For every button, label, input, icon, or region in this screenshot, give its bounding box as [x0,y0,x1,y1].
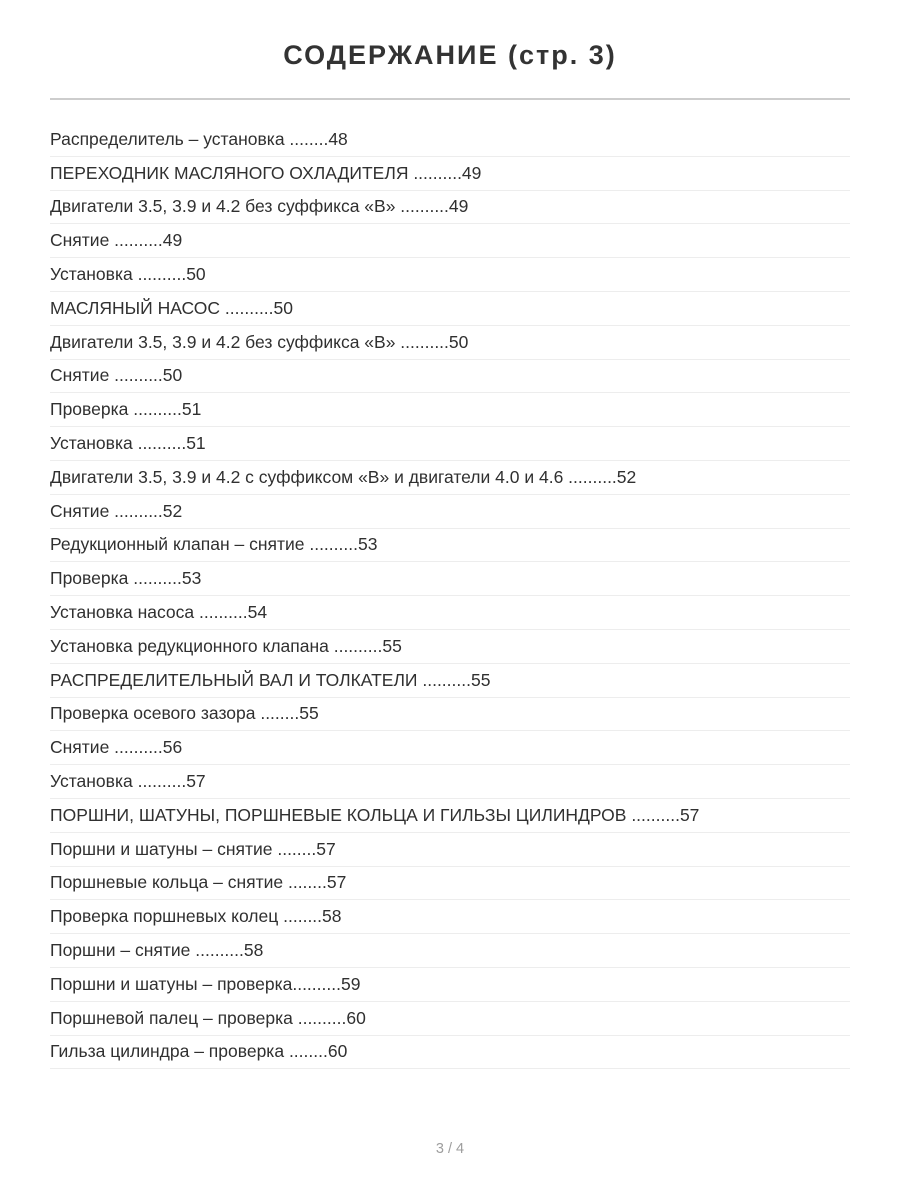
toc-entry[interactable]: Поршни и шатуны – снятие ........57 [50,833,850,867]
toc-entry[interactable]: Установка ..........51 [50,427,850,461]
toc-entry[interactable]: Проверка ..........51 [50,393,850,427]
toc-entry[interactable]: Двигатели 3.5, 3.9 и 4.2 без суффикса «В» ..........49 [50,191,850,225]
toc-entry[interactable]: Проверка ..........53 [50,562,850,596]
toc-entry[interactable]: Гильза цилиндра – проверка ........60 [50,1036,850,1070]
toc-entry[interactable]: ПОРШНИ, ШАТУНЫ, ПОРШНЕВЫЕ КОЛЬЦА И ГИЛЬЗЫ ЦИЛИНДРОВ ..........57 [50,799,850,833]
toc-entry[interactable]: Установка ..........57 [50,765,850,799]
toc-entry[interactable]: Установка редукционного клапана ..........55 [50,630,850,664]
toc-entry[interactable]: МАСЛЯНЫЙ НАСОС ..........50 [50,292,850,326]
page-indicator: 3 / 4 [435,1141,465,1157]
toc-entry[interactable]: Поршни и шатуны – проверка..........59 [50,968,850,1002]
toc-entry[interactable]: Установка насоса ..........54 [50,596,850,630]
toc-entry[interactable]: Поршневой палец – проверка ..........60 [50,1002,850,1036]
toc-entry[interactable]: Редукционный клапан – снятие ..........53 [50,529,850,563]
page-title: СОДЕРЖАНИЕ (стр. 3) [283,40,617,70]
toc-entry[interactable]: Двигатели 3.5, 3.9 и 4.2 без суффикса «В» ..........50 [50,326,850,360]
toc-entry[interactable]: Снятие ..........49 [50,224,850,258]
toc-entry[interactable]: Снятие ..........50 [50,360,850,394]
toc-entry[interactable]: Двигатели 3.5, 3.9 и 4.2 с суффиксом «В» и двигатели 4.0 и 4.6 ..........52 [50,461,850,495]
toc-entry[interactable]: Снятие ..........56 [50,731,850,765]
toc-entry[interactable]: РАСПРЕДЕЛИТЕЛЬНЫЙ ВАЛ И ТОЛКАТЕЛИ ..........55 [50,664,850,698]
title-divider [50,98,850,100]
toc-entry[interactable]: Проверка осевого зазора ........55 [50,698,850,732]
toc-entry[interactable]: Установка ..........50 [50,258,850,292]
toc-entry[interactable]: ПЕРЕХОДНИК МАСЛЯНОГО ОХЛАДИТЕЛЯ ..........49 [50,157,850,191]
toc-entry[interactable]: Распределитель – установка ........48 [50,123,850,157]
toc-entry[interactable]: Поршни – снятие ..........58 [50,934,850,968]
toc-entry[interactable]: Проверка поршневых колец ........58 [50,900,850,934]
toc-entry[interactable]: Снятие ..........52 [50,495,850,529]
toc-list [50,123,850,1069]
toc-entry[interactable]: Поршневые кольца – снятие ........57 [50,867,850,901]
